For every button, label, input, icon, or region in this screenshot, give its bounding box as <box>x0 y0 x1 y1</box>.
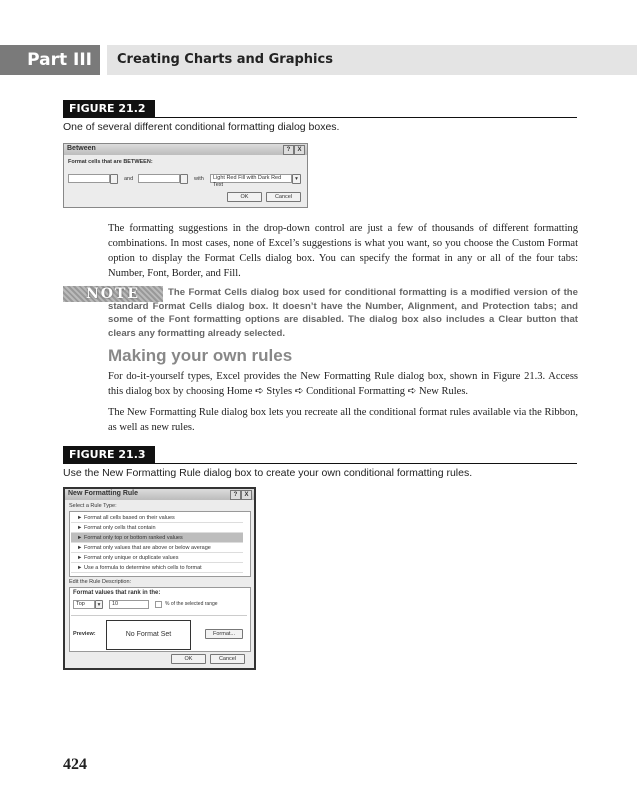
and-label: and <box>124 176 134 182</box>
edit-rule-label: Edit the Rule Description: <box>69 579 132 585</box>
paragraph: For do-it-yourself types, Excel provides the New Formatting Rule dialog box, shown in Figure 21.3. Access this dialog box by choosing Home ➪ Styles ➪ Conditional Formatting ➪ New Rules. <box>108 371 578 397</box>
page-number: 424 <box>63 756 87 773</box>
select-rule-label: Select a Rule Type: <box>69 503 117 509</box>
figure-label: FIGURE 21.3 <box>63 446 155 463</box>
rule-type-item[interactable]: ► Format all cells based on their values <box>71 513 243 523</box>
body-text <box>108 221 578 287</box>
figure-rule <box>63 463 577 464</box>
percent-label: % of the selected range <box>165 601 218 607</box>
rank-label: Format values that rank in the: <box>73 590 161 596</box>
part-label: Part III <box>0 45 100 75</box>
range-picker-icon[interactable] <box>110 174 118 184</box>
dialog-prompt: Format cells that are BETWEEN: <box>68 159 153 165</box>
ok-button[interactable]: OK <box>171 654 206 664</box>
dialog-titlebar <box>65 489 254 500</box>
figure-caption: Use the New Formatting Rule dialog box to create your own conditional formatting rules. <box>63 467 473 479</box>
format-select[interactable]: Light Red Fill with Dark Red Text <box>210 174 292 183</box>
new-formatting-rule-dialog <box>63 487 256 670</box>
rule-type-item-selected[interactable]: ► Format only top or bottom ranked values <box>71 533 243 543</box>
format-preview: No Format Set <box>106 620 191 650</box>
ok-button[interactable]: OK <box>227 192 262 202</box>
dialog-titlebar <box>64 144 307 155</box>
range-picker-icon[interactable] <box>180 174 188 184</box>
chevron-down-icon[interactable]: ▾ <box>292 174 301 184</box>
dialog-title: Between <box>67 145 96 152</box>
chevron-down-icon[interactable]: ▾ <box>95 600 103 609</box>
between-dialog <box>63 143 308 208</box>
paragraph: The formatting suggestions in the drop-down control are just a few of thousands of different formatting combinations. In most cases, none of Excel’s suggestions is what you want, so you choose the Custom Format option to display the Format Cells dialog box. You can specify the format in any or all of the four tabs: Number, Font, Border, and Fill. <box>108 223 578 279</box>
divider <box>71 615 247 616</box>
close-icon[interactable]: X <box>241 490 252 500</box>
with-label: with <box>194 176 204 182</box>
format-button[interactable]: Format... <box>205 629 243 639</box>
lower-value-input[interactable] <box>68 174 110 183</box>
rule-type-item[interactable]: ► Use a formula to determine which cells to format <box>71 563 243 573</box>
note-icon: NOTE <box>63 286 163 302</box>
help-icon[interactable]: ? <box>283 145 294 155</box>
preview-label: Preview: <box>73 631 96 637</box>
rule-type-item[interactable]: ► Format only unique or duplicate values <box>71 553 243 563</box>
note-text: The Format Cells dialog box used for conditional formatting is a modified version of the standard Format Cells dialog box. It doesn’t have the Number, Alignment, and Protection tabs; and some of the Font formatting options are disabled. The dialog box also includes a Clear button that clears any formatting already selected. <box>108 287 578 339</box>
upper-value-input[interactable] <box>138 174 180 183</box>
rule-type-item[interactable]: ► Format only values that are above or below average <box>71 543 243 553</box>
help-icon[interactable]: ? <box>230 490 241 500</box>
figure-caption: One of several different conditional formatting dialog boxes. <box>63 121 340 133</box>
percent-checkbox[interactable] <box>155 601 162 608</box>
top-bottom-select[interactable]: Top <box>73 600 95 609</box>
section-heading: Making your own rules <box>108 346 293 365</box>
close-icon[interactable]: X <box>294 145 305 155</box>
body-text <box>108 369 578 441</box>
cancel-button[interactable]: Cancel <box>266 192 301 202</box>
rule-type-item[interactable]: ► Format only cells that contain <box>71 523 243 533</box>
rank-value-input[interactable]: 10 <box>109 600 149 609</box>
chapter-title: Creating Charts and Graphics <box>107 45 637 75</box>
paragraph: The New Formatting Rule dialog box lets you recreate all the conditional format rules available via the Ribbon, as well as new rules. <box>108 407 578 433</box>
cancel-button[interactable]: Cancel <box>210 654 245 664</box>
figure-rule <box>63 117 577 118</box>
figure-label: FIGURE 21.2 <box>63 100 155 117</box>
dialog-title: New Formatting Rule <box>68 490 139 497</box>
